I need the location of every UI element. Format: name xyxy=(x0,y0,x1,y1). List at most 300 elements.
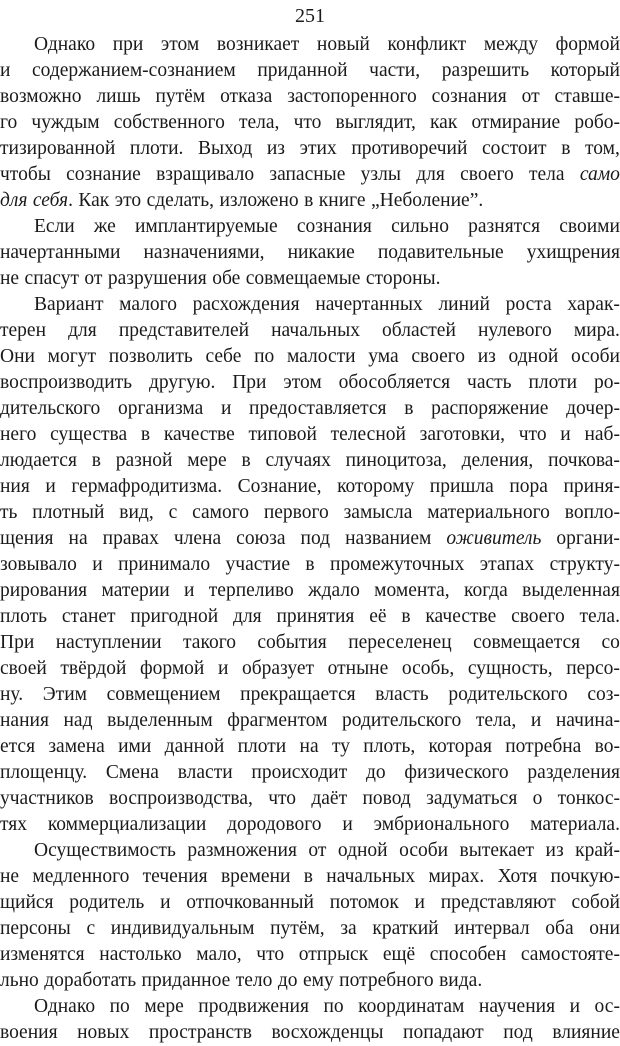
word: же xyxy=(94,214,116,240)
text-line xyxy=(0,682,620,708)
word: терен xyxy=(0,318,46,344)
word: прекращается xyxy=(240,682,355,708)
word: начальных xyxy=(326,864,415,890)
text-line xyxy=(0,240,620,266)
word: между xyxy=(484,32,538,58)
text-line xyxy=(0,266,620,292)
word: части, xyxy=(369,58,420,84)
word: назначениями, xyxy=(143,240,264,266)
word: край- xyxy=(575,838,620,864)
word: малого xyxy=(119,292,177,318)
text-line xyxy=(0,1020,620,1046)
word: структу- xyxy=(550,552,620,578)
word: для xyxy=(416,162,445,188)
word: своими xyxy=(559,214,620,240)
word: научения xyxy=(479,994,555,1020)
word: возникает xyxy=(217,32,299,58)
word: При xyxy=(232,370,266,396)
word: что xyxy=(268,786,296,812)
word: в xyxy=(92,448,101,474)
word: власть xyxy=(375,682,428,708)
word: совмещаемые xyxy=(246,266,361,292)
word: как xyxy=(430,110,457,136)
word: в xyxy=(304,188,313,214)
text-line xyxy=(0,786,620,812)
word: промежуточных xyxy=(330,552,464,578)
word: роста xyxy=(506,292,552,318)
word: со xyxy=(602,630,620,656)
word: рирования xyxy=(0,578,87,604)
word: линий xyxy=(438,292,489,318)
word: самостояте- xyxy=(521,942,620,968)
word: и xyxy=(184,578,194,604)
text-line xyxy=(0,656,620,682)
word: сознание xyxy=(66,162,141,188)
text-line xyxy=(0,318,620,344)
word: путём, xyxy=(270,916,325,942)
text-line xyxy=(0,552,620,578)
word: отказа xyxy=(220,84,272,110)
word: отныне xyxy=(328,656,389,682)
word: книге xyxy=(319,188,366,214)
page-number: 251 xyxy=(0,4,620,28)
word: одной xyxy=(338,838,388,864)
word: состоит xyxy=(482,136,547,162)
word: на xyxy=(300,734,319,760)
word: вытекает xyxy=(460,838,535,864)
word: что xyxy=(256,942,284,968)
word: го xyxy=(0,110,17,136)
word: собственного xyxy=(114,110,225,136)
word: интервал xyxy=(454,916,529,942)
word: особи xyxy=(571,344,620,370)
word: своего xyxy=(411,344,465,370)
word: разрушения xyxy=(108,266,207,292)
word: особи xyxy=(399,838,448,864)
word: медленного xyxy=(32,864,129,890)
word: дородового xyxy=(227,812,321,838)
word: пора xyxy=(509,474,548,500)
word: по xyxy=(110,994,130,1020)
word: и xyxy=(415,890,425,916)
word: При xyxy=(0,630,34,656)
word: тела. xyxy=(580,604,620,630)
word: тела, xyxy=(239,110,279,136)
word: повод xyxy=(362,786,410,812)
word: сознания xyxy=(297,214,372,240)
word: содержанием-сознанием xyxy=(32,58,236,84)
word: своего xyxy=(460,162,514,188)
word: пригодной xyxy=(130,604,218,630)
text-line xyxy=(0,864,620,890)
word: формой xyxy=(140,656,204,682)
word: ть xyxy=(0,500,17,526)
word: совмещением xyxy=(107,682,221,708)
word: вида. xyxy=(439,968,482,994)
word: начертанными xyxy=(0,240,120,266)
word: образует xyxy=(242,656,314,682)
word: узлы xyxy=(361,162,401,188)
word: Однако xyxy=(34,994,95,1020)
word: ума xyxy=(368,344,398,370)
word: дительского xyxy=(0,396,100,422)
word: новый xyxy=(317,32,370,58)
word: в xyxy=(141,422,150,448)
word: члена xyxy=(174,526,221,552)
word: типовой xyxy=(248,422,316,448)
word: плоть, xyxy=(363,734,415,760)
word: себя. xyxy=(33,188,73,214)
text-line xyxy=(0,344,620,370)
word: своего xyxy=(511,604,565,630)
word: союза xyxy=(236,526,285,552)
word: доработать xyxy=(44,968,136,994)
word: в xyxy=(305,552,314,578)
word: обе xyxy=(212,266,240,292)
word: путём xyxy=(155,84,205,110)
word: дочер- xyxy=(566,396,620,422)
word: персоны xyxy=(0,916,71,942)
word: события xyxy=(257,630,326,656)
word: Сознание, xyxy=(238,474,322,500)
word: разрешить xyxy=(442,58,529,84)
word: от xyxy=(308,838,326,864)
word: выглядит, xyxy=(336,110,416,136)
word: краткий xyxy=(372,916,438,942)
word: малости xyxy=(287,344,356,370)
word: которому xyxy=(337,474,414,500)
word: участников xyxy=(0,786,94,812)
word: персо- xyxy=(566,656,620,682)
word: него xyxy=(0,422,36,448)
word: деления, xyxy=(462,448,534,474)
word: замысла xyxy=(344,500,413,526)
word: материального xyxy=(427,500,550,526)
word: ставше- xyxy=(555,84,620,110)
word: наб- xyxy=(584,422,620,448)
word: чуждым xyxy=(31,110,99,136)
word: подавительные xyxy=(378,240,504,266)
word: щийся xyxy=(0,890,54,916)
word: мирах. xyxy=(428,864,484,890)
word: материи xyxy=(101,578,169,604)
word: выделенная xyxy=(522,578,620,604)
word: распоряжение xyxy=(431,396,548,422)
word: противоречий xyxy=(351,136,467,162)
word: представляют xyxy=(441,890,556,916)
word: Этим xyxy=(43,682,87,708)
text-line xyxy=(0,474,620,500)
word: нания xyxy=(0,708,49,734)
text-line xyxy=(0,942,620,968)
text-line xyxy=(0,578,620,604)
word: тонкос- xyxy=(558,786,620,812)
word: другую. xyxy=(149,370,215,396)
word: ещё xyxy=(383,942,415,968)
word: такого xyxy=(183,630,236,656)
word: для xyxy=(0,188,27,214)
word: зовывало xyxy=(0,552,77,578)
word: никакие xyxy=(288,240,355,266)
word: пространств xyxy=(149,1020,252,1046)
word: организма xyxy=(118,396,203,422)
word: мере xyxy=(187,448,226,474)
word: в xyxy=(241,448,250,474)
word: времени xyxy=(221,864,290,890)
text-line xyxy=(0,916,620,942)
word: данной xyxy=(165,734,225,760)
word: начертанных xyxy=(315,292,422,318)
word: вопло- xyxy=(565,500,620,526)
text-line xyxy=(0,162,620,188)
word: влияние xyxy=(552,1020,620,1046)
text-line xyxy=(34,838,620,864)
text-line xyxy=(34,994,620,1020)
word: под xyxy=(301,526,331,552)
word: фрагментом xyxy=(227,708,327,734)
text-line xyxy=(0,812,620,838)
word: областей xyxy=(382,318,456,344)
word: когда xyxy=(464,578,508,604)
word: ухищрения xyxy=(527,240,620,266)
word: принятия xyxy=(276,604,354,630)
word: в xyxy=(304,864,313,890)
word: в xyxy=(401,604,410,630)
word: они xyxy=(589,916,620,942)
word: Выход xyxy=(198,136,252,162)
word: и xyxy=(531,708,541,734)
word: и xyxy=(45,474,55,500)
word: во- xyxy=(595,734,620,760)
word: Однако xyxy=(34,32,95,58)
word: эмбрионального xyxy=(374,812,510,838)
word: материала. xyxy=(530,812,620,838)
word: этом xyxy=(161,32,199,58)
word: почкова- xyxy=(548,448,620,474)
word: принимало xyxy=(118,552,210,578)
word: коммерциализации xyxy=(48,812,206,838)
word: ту xyxy=(332,734,350,760)
word: мира. xyxy=(574,318,620,344)
text-line xyxy=(34,32,620,58)
word: из xyxy=(546,838,564,864)
word: особь, xyxy=(402,656,454,682)
word: Вариант xyxy=(34,292,103,318)
word: приданной xyxy=(257,58,347,84)
word: восхожденцы xyxy=(271,1020,383,1046)
word: замена xyxy=(48,734,104,760)
word: имплантируемые xyxy=(135,214,278,240)
word: потомок xyxy=(330,890,399,916)
text-line xyxy=(0,734,620,760)
word: Хотя xyxy=(498,864,538,890)
word: „Неболение”. xyxy=(371,188,483,214)
word: чтобы xyxy=(0,162,51,188)
word: ему xyxy=(303,968,334,994)
word: пиноцитоза, xyxy=(346,448,447,474)
word: взращивало xyxy=(156,162,254,188)
word: плоти. xyxy=(130,136,184,162)
word: позволить xyxy=(109,344,193,370)
word: людается xyxy=(0,448,77,474)
word: из xyxy=(478,344,496,370)
word: не xyxy=(0,266,19,292)
word: пришла xyxy=(430,474,494,500)
text-line xyxy=(0,890,620,916)
word: расхождения xyxy=(193,292,300,318)
word: и xyxy=(560,422,570,448)
word: способен xyxy=(430,942,507,968)
word: предоставляется xyxy=(249,396,387,422)
text-line xyxy=(0,396,620,422)
word: ими xyxy=(118,734,151,760)
word: в xyxy=(404,396,413,422)
word: при xyxy=(113,32,144,58)
word: своей xyxy=(0,656,47,682)
word: и xyxy=(92,552,102,578)
word: потребна xyxy=(505,734,581,760)
word: отмирание xyxy=(471,110,560,136)
word: ния xyxy=(0,474,30,500)
word: твёрдой xyxy=(60,656,126,682)
word: почкую- xyxy=(551,864,620,890)
word: оба xyxy=(545,916,573,942)
word: плоти xyxy=(528,370,577,396)
word: для xyxy=(68,318,97,344)
word: выделенным xyxy=(107,708,213,734)
word: этом xyxy=(283,370,321,396)
word: Как xyxy=(78,188,109,214)
word: возможно xyxy=(0,84,82,110)
word: на xyxy=(69,526,88,552)
word: отпрыск xyxy=(299,942,368,968)
word: сделать, xyxy=(147,188,214,214)
word: станет xyxy=(62,604,116,630)
word: переселенец xyxy=(348,630,451,656)
word: качестве xyxy=(425,604,496,630)
word: этих xyxy=(300,136,337,162)
word: воения xyxy=(0,1020,58,1046)
word: Если xyxy=(34,214,75,240)
word: родительского xyxy=(448,682,567,708)
word: совмещается xyxy=(473,630,580,656)
word: момента, xyxy=(374,578,449,604)
word: соз- xyxy=(587,682,620,708)
word: сущность, xyxy=(468,656,553,682)
word: формой xyxy=(556,32,620,58)
text-line xyxy=(0,448,620,474)
text-line xyxy=(0,84,620,110)
word: сильно xyxy=(391,214,449,240)
word: её xyxy=(369,604,386,630)
word: это xyxy=(115,188,141,214)
word: и xyxy=(160,890,170,916)
text-line xyxy=(0,188,620,214)
text-line xyxy=(0,500,620,526)
word: приня- xyxy=(563,474,620,500)
word: спасут xyxy=(25,266,79,292)
word: разнятся xyxy=(468,214,540,240)
word: телесной xyxy=(331,422,406,448)
word: за xyxy=(340,916,356,942)
word: родительского xyxy=(342,708,461,734)
word: и xyxy=(0,58,10,84)
word: тях xyxy=(0,812,27,838)
word: даёт xyxy=(311,786,347,812)
word: застопоренного xyxy=(287,84,417,110)
word: заготовки, xyxy=(420,422,505,448)
word: до xyxy=(278,968,298,994)
word: площенцу. xyxy=(0,760,87,786)
text-line xyxy=(0,604,620,630)
word: тела, xyxy=(476,708,516,734)
word: мало, xyxy=(196,942,241,968)
word: этапах xyxy=(480,552,534,578)
word: щения xyxy=(0,526,54,552)
word: разделения xyxy=(527,760,620,786)
text-line xyxy=(0,58,620,84)
word: начина- xyxy=(556,708,620,734)
word: ос- xyxy=(595,994,620,1020)
word: не xyxy=(0,864,19,890)
word: которая xyxy=(429,734,492,760)
word: задуматься xyxy=(426,786,517,812)
word: льно xyxy=(0,968,39,994)
word: гермафродитизма. xyxy=(71,474,222,500)
word: правах xyxy=(103,526,159,552)
word: под xyxy=(503,1020,533,1046)
word: наступлении xyxy=(56,630,162,656)
word: разной xyxy=(116,448,173,474)
word: само xyxy=(580,162,620,188)
word: координатам xyxy=(358,994,464,1020)
word: существа xyxy=(50,422,127,448)
word: себе xyxy=(206,344,242,370)
word: конфликт xyxy=(387,32,466,58)
word: качестве xyxy=(164,422,235,448)
word: запасные xyxy=(269,162,345,188)
text-line xyxy=(0,760,620,786)
word: стороны. xyxy=(366,266,441,292)
word: том, xyxy=(585,136,620,162)
word: родитель xyxy=(69,890,144,916)
word: воспроизводить xyxy=(0,370,132,396)
text-line xyxy=(0,630,620,656)
word: ро- xyxy=(594,370,620,396)
word: обособляется xyxy=(339,370,451,396)
word: что xyxy=(294,110,322,136)
word: в xyxy=(561,136,570,162)
text-line xyxy=(0,968,620,994)
word: отпочкованный xyxy=(186,890,314,916)
word: терпеливо xyxy=(209,578,294,604)
word: от xyxy=(522,84,540,110)
word: с xyxy=(86,916,95,942)
word: харак- xyxy=(567,292,620,318)
word: и xyxy=(218,656,228,682)
word: плоть xyxy=(0,604,47,630)
text-line xyxy=(34,292,620,318)
word: по xyxy=(323,994,343,1020)
word: о xyxy=(533,786,543,812)
word: продвижения xyxy=(198,994,309,1020)
word: плотный xyxy=(32,500,104,526)
word: мере xyxy=(144,994,183,1020)
word: Смена xyxy=(106,760,159,786)
word: от xyxy=(84,266,102,292)
word: оживитель xyxy=(446,526,541,552)
word: изложено xyxy=(219,188,298,214)
